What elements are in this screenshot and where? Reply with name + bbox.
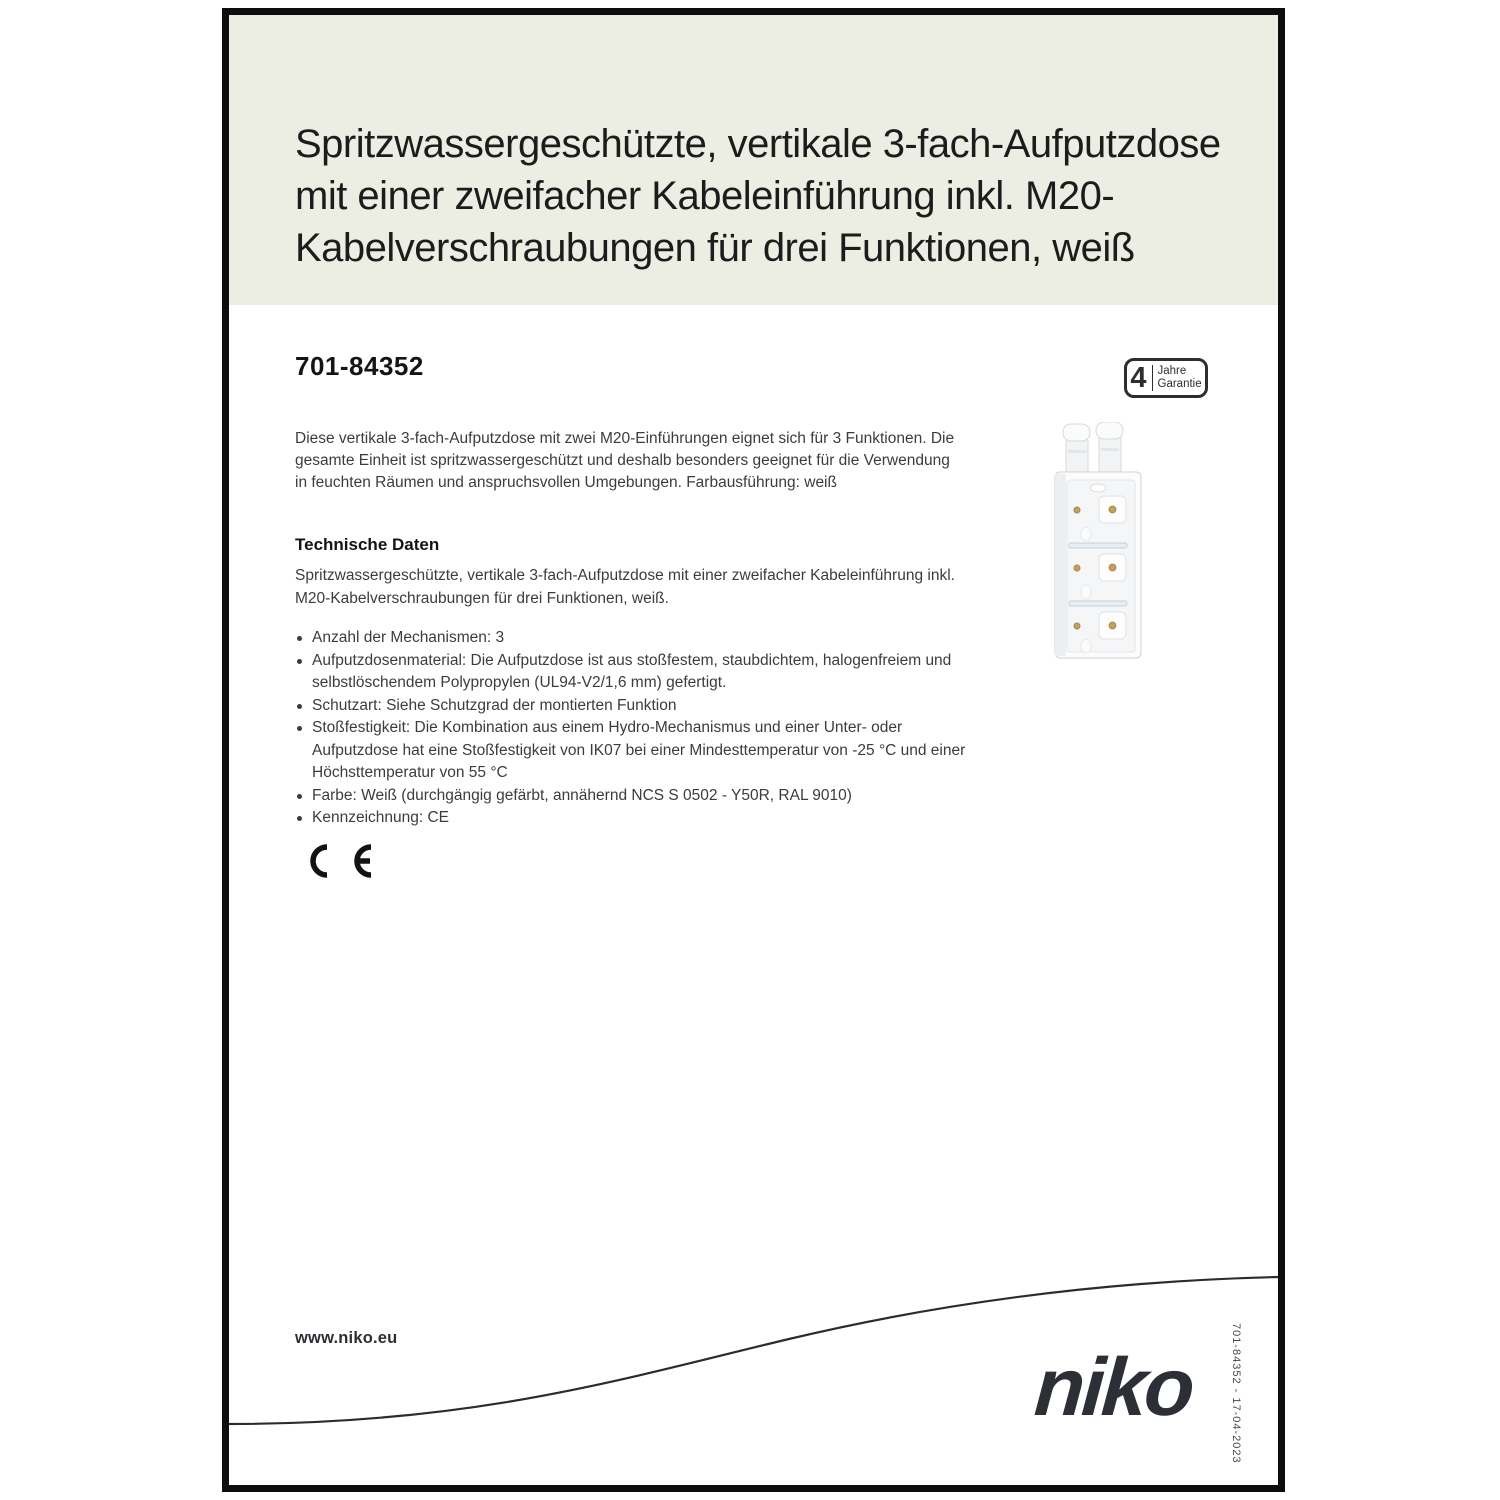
page-title-line-2: mit einer zweifacher Kabeleinführung inkl. M20- [295,174,1115,218]
bullet-mechanism-count: Anzahl der Mechanismen: 3 [295,627,973,650]
product-number: 701-84352 [295,351,424,381]
website-link[interactable]: www.niko.eu [295,1329,398,1347]
page-title-line-3: Kabelverschraubungen für drei Funktionen, weiß [295,226,1135,270]
datasheet-page [222,8,1285,1492]
bullet-color: Farbe: Weiß (durchgängig gefärbt, annähernd NCS S 0502 - Y50R, RAL 9010) [295,785,973,808]
bullet-protection: Schutzart: Siehe Schutzgrad der montierten Funktion [295,695,973,718]
technical-data-heading: Technische Daten [295,535,440,554]
technical-bullet-list [295,627,973,830]
ce-mark-icon [295,843,377,879]
title-block [229,15,1278,305]
page-title-line-1: Spritzwassergeschützte, vertikale 3-fach-Aufputzdose [295,122,1221,166]
bullet-marking: Kennzeichnung: CE [295,807,973,830]
warranty-years: 4 [1130,361,1147,394]
warranty-badge [1124,358,1208,398]
warranty-separator [1152,365,1153,391]
warranty-label-line-1: Jahre [1157,365,1187,377]
document-reference: 701-84352 - 17-04-2023 [1230,1323,1242,1464]
bullet-material: Aufputzdosenmaterial: Die Aufputzdose ist aus stoßfestem, staubdichtem, halogenfreiem und selbstlöschendem Polypropylen (UL94-V2/1,6 mm) gefertigt. [295,650,973,695]
technical-data-intro: Spritzwassergeschützte, vertikale 3-fach-Aufputzdose mit einer zweifacher Kabeleinführung inkl. M20-Kabelverschraubungen für drei Funktionen, weiß. [295,567,955,607]
product-description: Diese vertikale 3-fach-Aufputzdose mit zwei M20-Einführungen eignet sich für 3 Funktionen. Die gesamte Einheit ist spritzwassergeschützt und deshalb besonders geeignet für die Verwendung in feuchten Räumen und anspruchsvollen Umgebungen. Farbausführung: weiß [295,430,955,491]
warranty-label-line-2: Garantie [1157,378,1202,390]
niko-logo: niko [1031,1342,1195,1433]
bullet-impact-resistance: Stoßfestigkeit: Die Kombination aus einem Hydro-Mechanismus und einer Unter- oder Aufputzdose hat eine Stoßfestigkeit von IK07 bei einer Mindesttemperatur von -25 °C und einer Höchsttemperatur von 55 °C [295,717,973,785]
product-image [1052,422,1147,662]
